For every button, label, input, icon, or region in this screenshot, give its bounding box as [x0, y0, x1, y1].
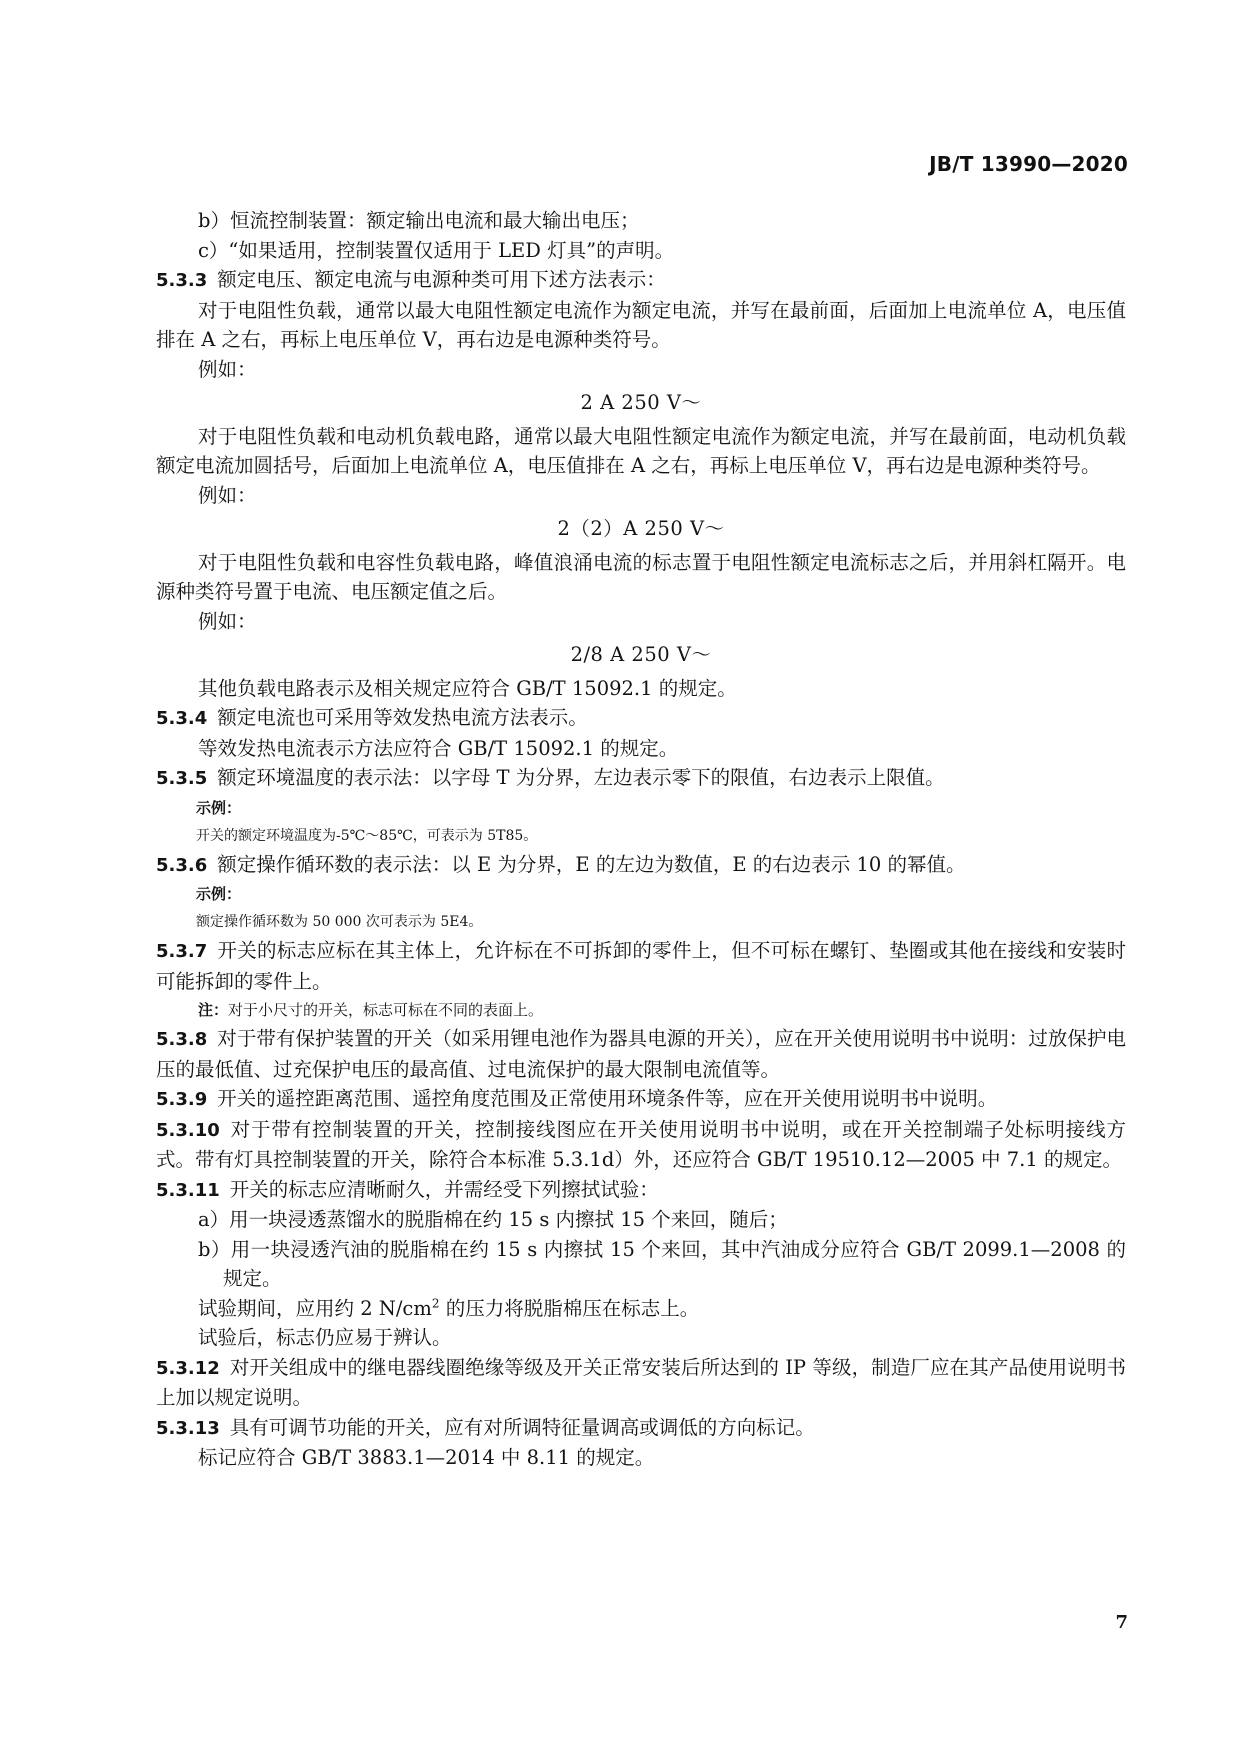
clause-5-3-13	[156, 1413, 1126, 1444]
page-number: 7	[1115, 1612, 1128, 1633]
clause-5-3-11	[156, 1175, 1126, 1206]
clause-number: 5.3.11	[156, 1179, 220, 1201]
example-label: 例如：	[198, 357, 257, 381]
list-item-c: c）“如果适用，控制装置仅适用于 LED 灯具”的声明。	[198, 238, 675, 262]
clause-text: 对于带有保护装置的开关（如采用锂电池作为器具电源的开关），应在开关使用说明书中说明：过放保护电压的最低值、过充保护电压的最高值、过电流保护的最大限制电流值等。	[156, 1027, 1126, 1081]
example-label: 例如：	[198, 609, 257, 633]
example-label: 示例：	[196, 885, 242, 903]
clause-5-3-7	[156, 936, 1126, 996]
list-item-b: b）恒流控制装置：额定输出电流和最大输出电压；	[198, 209, 640, 232]
paragraph: 其他负载电路表示及相关规定应符合 GB/T 15092.1 的规定。	[198, 676, 737, 700]
clause-number: 5.3.3	[156, 270, 208, 291]
standard-code: JB/T 13990—2020	[929, 152, 1128, 176]
formula: 2（2）A 250 V～	[557, 517, 725, 540]
clause-text: 具有可调节功能的开关，应有对所调特征量调高或调低的方向标记。	[229, 1415, 815, 1439]
clause-text: 开关的遥控距离范围、遥控角度范围及正常使用环境条件等，应在开关使用说明书中说明。	[217, 1087, 998, 1110]
paragraph	[156, 1294, 1126, 1324]
clause-5-3-8	[156, 1024, 1126, 1084]
example-label: 例如：	[198, 483, 257, 507]
formula: 2/8 A 250 V～	[570, 643, 712, 666]
paragraph: 对于电阻性负载和电动机负载电路，通常以最大电阻性额定电流作为额定电流，并写在最前面，电动机负载额定电流加圆括号，后面加上电流单位 A，电压值排在 A 之右，再标上电压单位 V，再右边是电源种类符号。	[156, 424, 1126, 477]
clause-5-3-3	[156, 265, 1126, 296]
clause-number: 5.3.9	[156, 1089, 208, 1110]
clause-number: 5.3.4	[156, 708, 208, 729]
example-text: 额定操作循环数为 50 000 次可表示为 5E4。	[196, 914, 483, 930]
clause-5-3-5	[156, 763, 1126, 794]
clause-text: 额定操作循环数的表示法：以 E 为分界，E 的左边为数值，E 的右边表示 10 的幂值。	[217, 852, 966, 876]
clause-number: 5.3.6	[156, 854, 208, 876]
clause-5-3-10	[156, 1115, 1126, 1175]
note-text: 对于小尺寸的开关，标志可标在不同的表面上。	[228, 1001, 544, 1019]
clause-number: 5.3.12	[156, 1357, 220, 1379]
clause-5-3-9	[156, 1084, 1126, 1115]
paragraph: 对于电阻性负载和电容性负载电路，峰值浪涌电流的标志置于电阻性额定电流标志之后，并用斜杠隔开。电源种类符号置于电流、电压额定值之后。	[156, 550, 1126, 603]
text-segment: 的压力将脱脂棉压在标志上。	[439, 1296, 700, 1320]
note-label: 注：	[198, 1001, 229, 1019]
clause-text: 开关的标志应清晰耐久，并需经受下列擦拭试验：	[229, 1177, 659, 1201]
clause-text: 开关的标志应标在其主体上，允许标在不可拆卸的零件上，但不可标在螺钉、垫圈或其他在接线和安装时可能拆卸的零件上。	[156, 939, 1126, 993]
clause-text: 额定电压、额定电流与电源种类可用下述方法表示：	[217, 268, 666, 291]
paragraph: 对于电阻性负载，通常以最大电阻性额定电流作为额定电流，并写在最前面，后面加上电流单位 A，电压值排在 A 之右，再标上电压单位 V，再右边是电源种类符号。	[156, 298, 1126, 351]
list-item-b: b）用一块浸透汽油的脱脂棉在约 15 s 内擦拭 15 个来回，其中汽油成分应符合 GB/T 2099.1—2008 的规定。	[198, 1237, 1126, 1290]
paragraph: 等效发热电流表示方法应符合 GB/T 15092.1 的规定。	[198, 736, 679, 760]
note	[156, 996, 1126, 1024]
clause-5-3-6	[156, 850, 1126, 881]
clause-5-3-12	[156, 1353, 1126, 1413]
example-label: 示例：	[196, 798, 242, 817]
clause-5-3-4	[156, 703, 1126, 734]
clause-text: 对开关组成中的继电器线圈绝缘等级及开关正常安装后所达到的 IP 等级，制造厂应在其产品使用说明书上加以规定说明。	[156, 1355, 1126, 1409]
clause-number: 5.3.13	[156, 1417, 220, 1439]
clause-number: 5.3.7	[156, 941, 208, 962]
clause-text: 额定环境温度的表示法：以字母 T 为分界，左边表示零下的限值，右边表示上限值。	[217, 766, 945, 789]
formula: 2 A 250 V～	[580, 391, 702, 414]
paragraph: 试验后，标志仍应易于辨认。	[198, 1326, 452, 1349]
document-body	[156, 206, 1126, 1473]
example-text: 开关的额定环境温度为-5℃～85℃，可表示为 5T85。	[196, 827, 538, 844]
superscript: 2	[431, 1296, 440, 1310]
clause-number: 5.3.8	[156, 1029, 208, 1050]
text-segment: 试验期间，应用约 2 N/cm	[198, 1296, 432, 1320]
clause-text: 额定电流也可采用等效发热电流方法表示。	[217, 706, 588, 729]
paragraph: 标记应符合 GB/T 3883.1—2014 中 8.11 的规定。	[198, 1446, 655, 1469]
clause-text: 对于带有控制装置的开关，控制接线图应在开关使用说明书中说明，或在开关控制端子处标明接线方式。带有灯具控制装置的开关，除符合本标准 5.3.1d）外，还应符合 GB/T 19510.12—2005 中 7.1 的规定。	[156, 1117, 1126, 1171]
list-item-a: a）用一块浸透蒸馏水的脱脂棉在约 15 s 内擦拭 15 个来回，随后；	[198, 1208, 788, 1231]
clause-number: 5.3.5	[156, 768, 208, 789]
clause-number: 5.3.10	[156, 1119, 220, 1141]
